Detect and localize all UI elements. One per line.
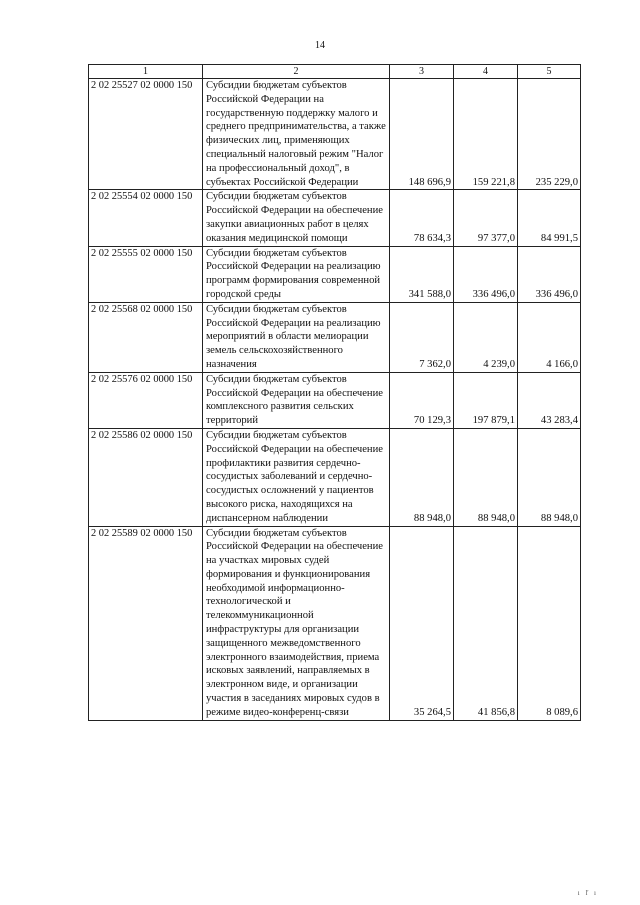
description-cell: Субсидии бюджетам субъектов Российской Федерации на обеспечение закупки авиационных работ в целях оказания медицинской помощи (203, 190, 390, 246)
value-col-4-cell: 41 856,8 (454, 526, 518, 720)
table-row (89, 526, 581, 720)
description-cell: Субсидии бюджетам субъектов Российской Федерации на обеспечение профилактики развития сердечно-сосудистых заболеваний и сердечно-сосудистых осложнений у пациентов высокого риска, находящихся на диспансерном наблюдении (203, 428, 390, 526)
value-col-5-cell: 43 283,4 (518, 372, 581, 428)
budget-code-cell: 2 02 25576 02 0000 150 (89, 372, 203, 428)
value-col-5-cell: 4 166,0 (518, 302, 581, 372)
value-col-3-cell: 7 362,0 (390, 302, 454, 372)
header-col-2: 2 (203, 65, 390, 79)
table-row (89, 302, 581, 372)
budget-code-cell: 2 02 25554 02 0000 150 (89, 190, 203, 246)
table-row (89, 428, 581, 526)
budget-table (88, 64, 581, 721)
table-row (89, 79, 581, 190)
table-row (89, 372, 581, 428)
value-col-3-cell: 70 129,3 (390, 372, 454, 428)
page-number: 14 (315, 40, 325, 51)
description-cell: Субсидии бюджетам субъектов Российской Федерации на государственную поддержку малого и среднего предпринимательства, а также физических лиц, применяющих специальный налоговый режим "Налог на профессиональный доход", в субъектах Российской Федерации (203, 79, 390, 190)
value-col-4-cell: 159 221,8 (454, 79, 518, 190)
description-cell: Субсидии бюджетам субъектов Российской Федерации на обеспечение на участках мировых судей формирования и функционирования необходимой информационно-технологической и телекоммуникационной инфраструктуры для организации защищенного межведомственного электронного взаимодействия, приема исковых заявлений, направляемых в электронном виде, и организации участия в заседаниях мировых судов в режиме видео-конференц-связи (203, 526, 390, 720)
table-header-row (89, 65, 581, 79)
description-cell: Субсидии бюджетам субъектов Российской Федерации на реализацию мероприятий в области мелиорации земель сельскохозяйственного назначения (203, 302, 390, 372)
header-col-1: 1 (89, 65, 203, 79)
footer-mark: ı ľ ı (577, 889, 598, 897)
budget-code-cell: 2 02 25586 02 0000 150 (89, 428, 203, 526)
value-col-4-cell: 197 879,1 (454, 372, 518, 428)
table-row (89, 190, 581, 246)
value-col-3-cell: 341 588,0 (390, 246, 454, 302)
value-col-4-cell: 4 239,0 (454, 302, 518, 372)
value-col-5-cell: 88 948,0 (518, 428, 581, 526)
description-cell: Субсидии бюджетам субъектов Российской Федерации на реализацию программ формирования современной городской среды (203, 246, 390, 302)
value-col-5-cell: 84 991,5 (518, 190, 581, 246)
description-cell: Субсидии бюджетам субъектов Российской Федерации на обеспечение комплексного развития сельских территорий (203, 372, 390, 428)
value-col-5-cell: 8 089,6 (518, 526, 581, 720)
value-col-3-cell: 35 264,5 (390, 526, 454, 720)
value-col-5-cell: 336 496,0 (518, 246, 581, 302)
table-row (89, 246, 581, 302)
value-col-4-cell: 97 377,0 (454, 190, 518, 246)
budget-code-cell: 2 02 25555 02 0000 150 (89, 246, 203, 302)
value-col-3-cell: 88 948,0 (390, 428, 454, 526)
value-col-4-cell: 88 948,0 (454, 428, 518, 526)
value-col-5-cell: 235 229,0 (518, 79, 581, 190)
header-col-4: 4 (454, 65, 518, 79)
value-col-3-cell: 148 696,9 (390, 79, 454, 190)
budget-code-cell: 2 02 25568 02 0000 150 (89, 302, 203, 372)
header-col-5: 5 (518, 65, 581, 79)
budget-code-cell: 2 02 25527 02 0000 150 (89, 79, 203, 190)
budget-code-cell: 2 02 25589 02 0000 150 (89, 526, 203, 720)
header-col-3: 3 (390, 65, 454, 79)
value-col-3-cell: 78 634,3 (390, 190, 454, 246)
value-col-4-cell: 336 496,0 (454, 246, 518, 302)
